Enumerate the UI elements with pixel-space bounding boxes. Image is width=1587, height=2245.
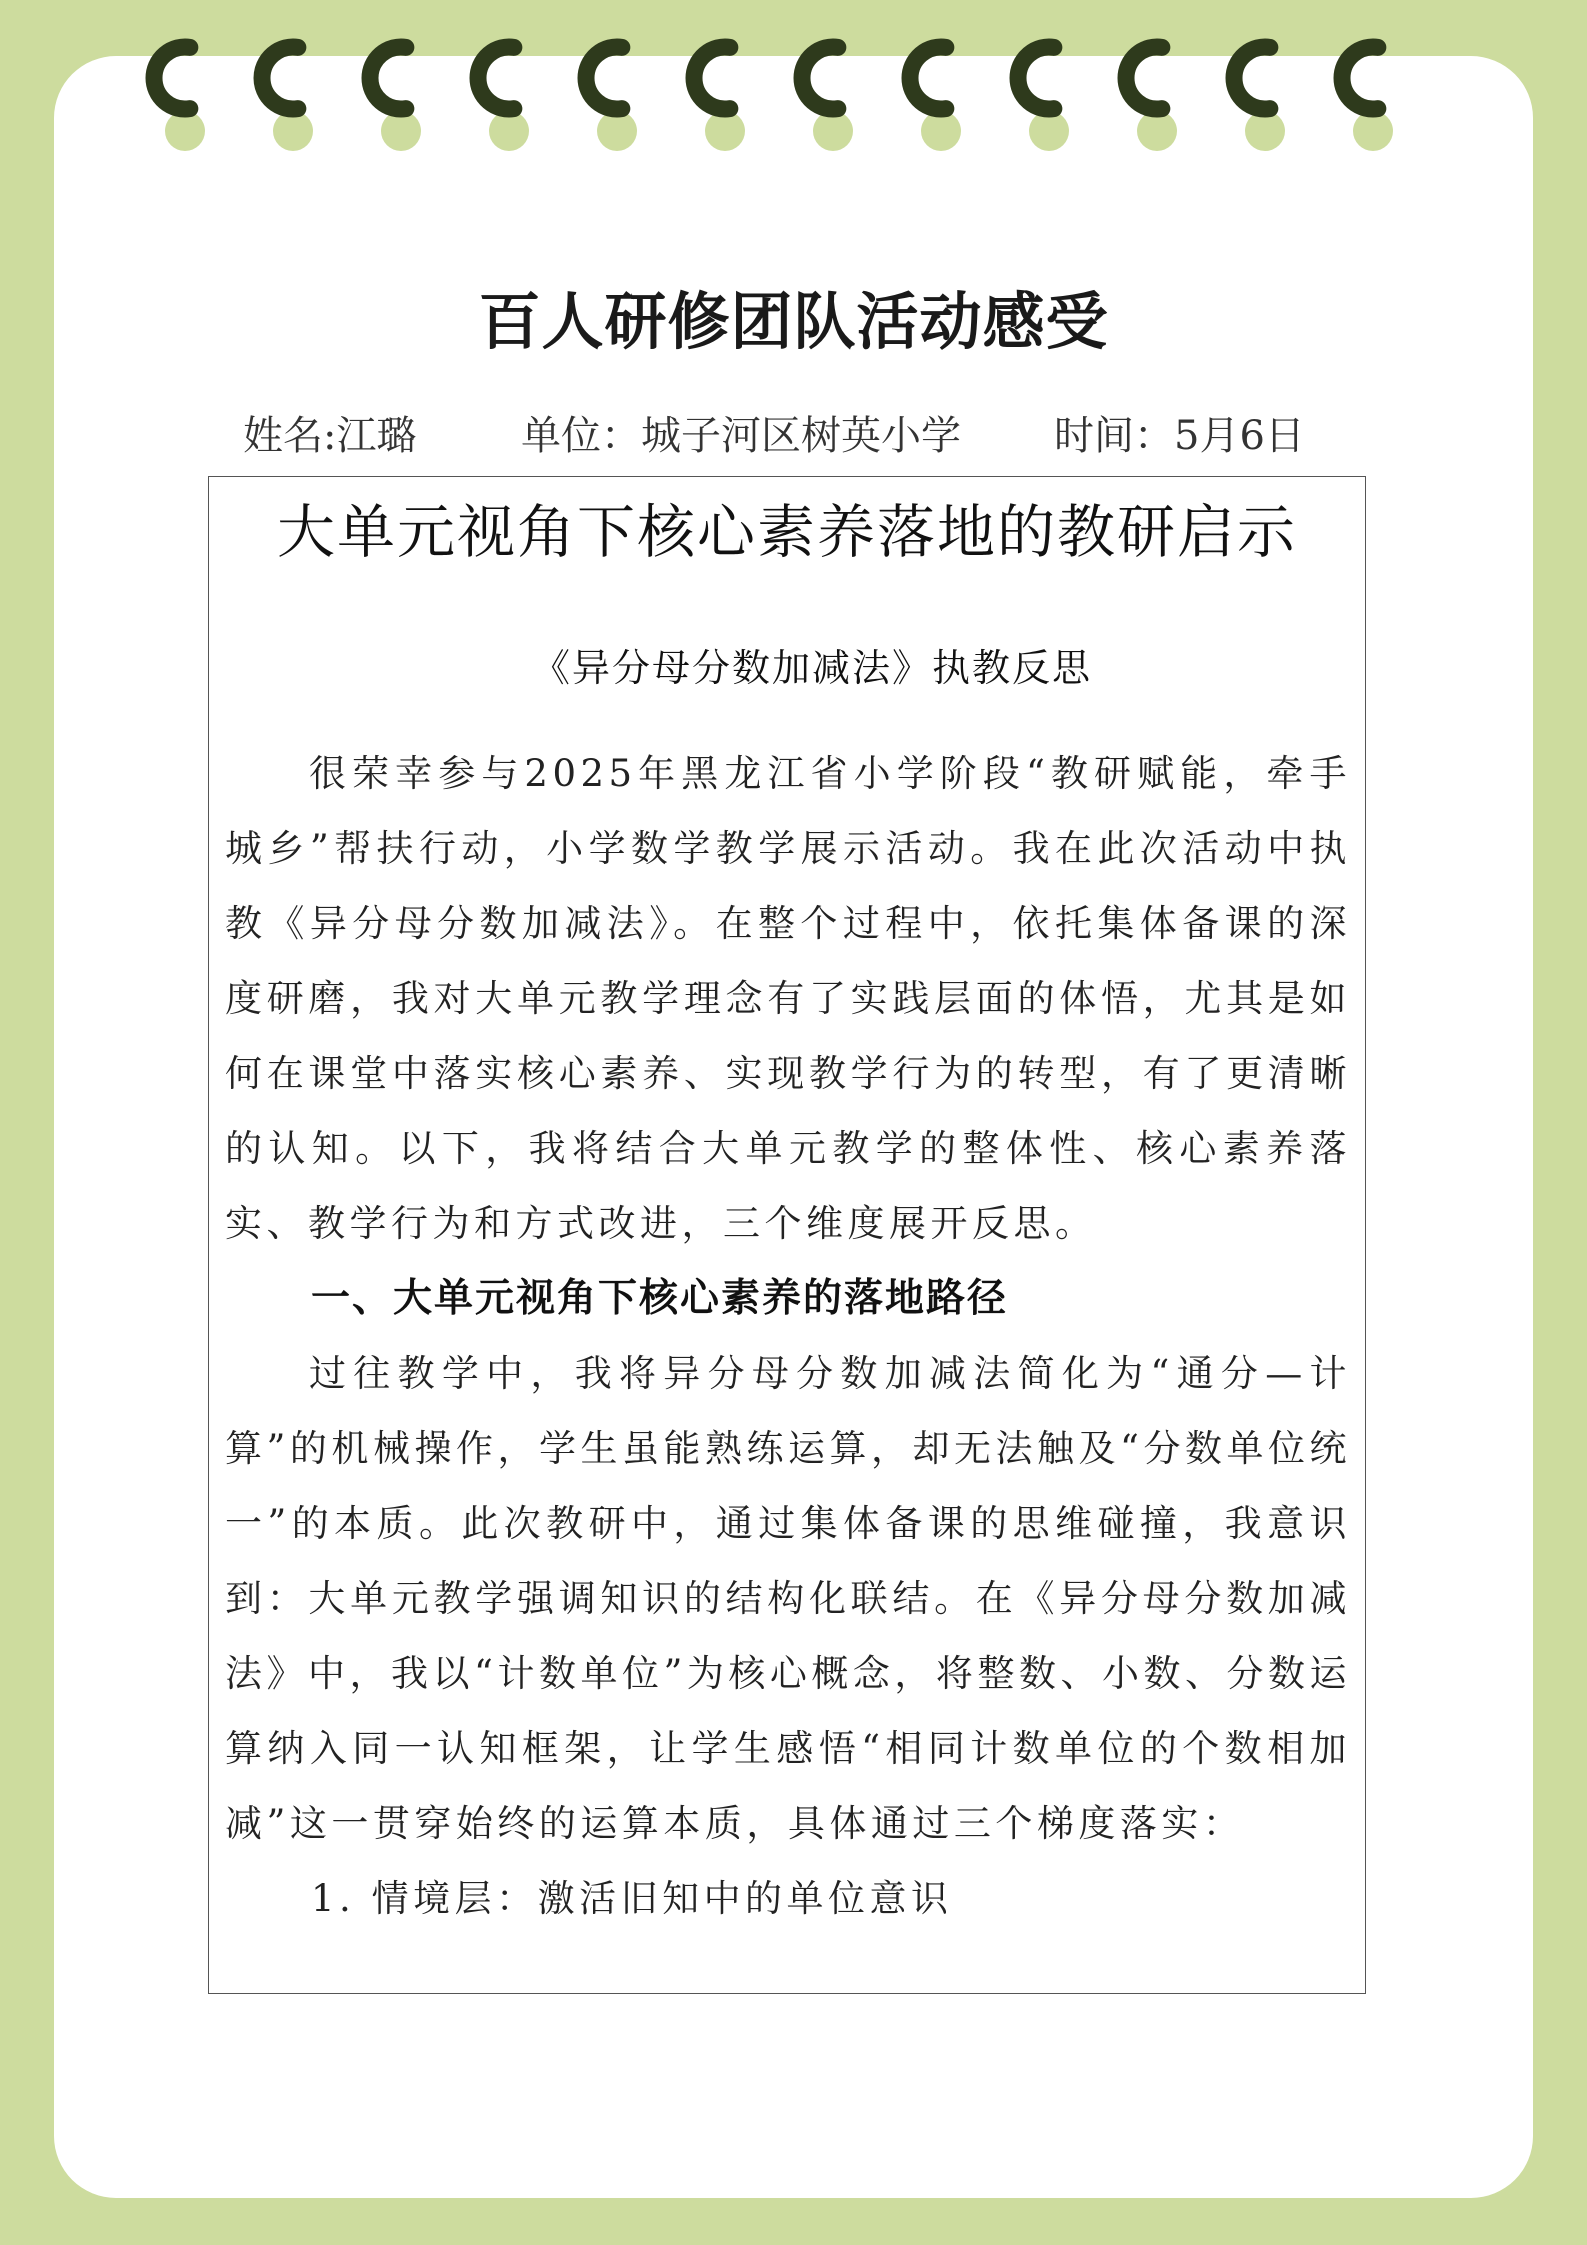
ring-arc — [1342, 47, 1378, 109]
ring-arc — [694, 47, 730, 109]
ring-arc — [586, 47, 622, 109]
binder-ring — [802, 47, 853, 151]
ring-arc — [154, 47, 190, 109]
ring-arc — [1018, 47, 1054, 109]
info-line — [0, 404, 1587, 464]
ring-arc — [262, 47, 298, 109]
author-name: 姓名:江璐 — [243, 413, 417, 459]
activity-date: 时间：5月6日 — [1054, 413, 1305, 459]
binder-ring — [1234, 47, 1285, 151]
ring-arc — [802, 47, 838, 109]
binder-ring — [154, 47, 205, 151]
document-subtitle: 《异分母分数加减法》执教反思 — [531, 646, 1092, 690]
document-body — [225, 736, 1351, 1936]
section-heading: 一、大单元视角下核心素养的落地路径 — [311, 1276, 1009, 1321]
ring-arc — [1126, 47, 1162, 109]
list-item: 1. 情境层：激活旧知中的单位意识 — [311, 1877, 953, 1920]
ring-arc — [478, 47, 514, 109]
binder-ring — [262, 47, 313, 151]
binder-ring — [1126, 47, 1177, 151]
binder-ring — [586, 47, 637, 151]
binder-ring — [910, 47, 961, 151]
author-unit: 单位：城子河区树英小学 — [521, 413, 961, 459]
binder-rings — [0, 0, 1587, 170]
binder-ring — [1342, 47, 1393, 151]
reflection-box — [208, 476, 1366, 1994]
page-title: 百人研修团队活动感受 — [478, 285, 1109, 358]
section-paragraph: 过往教学中，我将异分母分数加减法简化为“通分—计算”的机械操作，学生虽能熟练运算，却无法触及“分数单位统一”的本质。此次教研中，通过集体备课的思维碰撞，我意识到：大单元教学强调知识的结构化联结。在《异分母分数加减法》中，我以“计数单位”为核心概念，将整数、小数、分数运算纳入同一认知框架，让学生感悟“相同计数单位的个数相加减”这一贯穿始终的运算本质，具体通过三个梯度落实： — [225, 1352, 1351, 1845]
ring-arc — [370, 47, 406, 109]
ring-arc — [910, 47, 946, 109]
binder-ring — [478, 47, 529, 151]
ring-arc — [1234, 47, 1270, 109]
document-title: 大单元视角下核心素养落地的教研启示 — [276, 498, 1297, 566]
intro-paragraph: 很荣幸参与2025年黑龙江省小学阶段“教研赋能，牵手城乡”帮扶行动，小学数学教学展示活动。我在此次活动中执教《异分母分数加减法》。在整个过程中，依托集体备课的深度研磨，我对大单元教学理念有了实践层面的体悟，尤其是如何在课堂中落实核心素养、实现教学行为的转型，有了更清晰的认知。以下，我将结合大单元教学的整体性、核心素养落实、教学行为和方式改进，三个维度展开反思。 — [225, 752, 1351, 1245]
binder-ring — [1018, 47, 1069, 151]
binder-ring — [370, 47, 421, 151]
binder-ring — [694, 47, 745, 151]
